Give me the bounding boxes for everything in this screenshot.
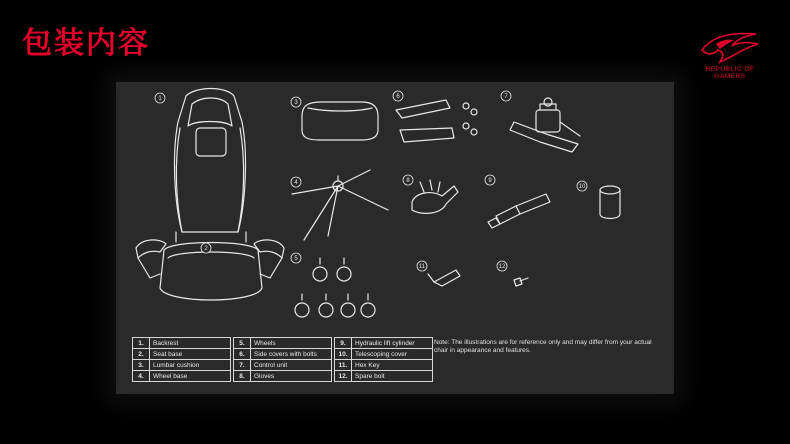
wheels-illustration — [295, 258, 375, 317]
marker-label: 8 — [406, 178, 410, 185]
part-number: 6. — [234, 349, 251, 360]
part-name: Gloves — [251, 371, 332, 382]
marker-label: 4 — [294, 180, 298, 187]
part-number: 11. — [335, 360, 352, 371]
side-covers-illustration — [396, 100, 477, 142]
part-name: Spare bolt — [352, 371, 433, 382]
part-number: 7. — [234, 360, 251, 371]
marker-label: 6 — [396, 94, 400, 101]
control-unit-illustration — [510, 98, 580, 152]
parts-list-table — [132, 337, 433, 382]
part-name: Backrest — [150, 338, 231, 349]
package-contents-panel — [116, 82, 674, 394]
part-number: 5. — [234, 338, 251, 349]
gloves-illustration — [412, 180, 458, 213]
part-name: Telescoping cover — [352, 349, 433, 360]
hydraulic-cylinder-illustration — [488, 194, 550, 228]
part-number: 10. — [335, 349, 352, 360]
marker-label: 3 — [294, 100, 298, 107]
rog-logo — [694, 30, 766, 90]
part-number-markers — [155, 91, 587, 271]
wheel-base-illustration — [292, 170, 388, 240]
marker-label: 11 — [418, 264, 426, 271]
part-name: Wheel base — [150, 371, 231, 382]
part-name: Hydraulic lift cylinder — [352, 338, 433, 349]
marker-label: 5 — [294, 256, 298, 263]
table-row — [133, 338, 433, 349]
backrest-illustration — [175, 89, 246, 233]
part-number: 4. — [133, 371, 150, 382]
part-name: Side covers with bolts — [251, 349, 332, 360]
part-name: Wheels — [251, 338, 332, 349]
brand-line-2: GAMERS — [714, 73, 746, 80]
marker-label: 9 — [488, 178, 492, 185]
part-number: 9. — [335, 338, 352, 349]
part-name: Seat base — [150, 349, 231, 360]
marker-label: 10 — [578, 184, 586, 191]
disclaimer-note: Note: The illustrations are for reference only and may differ from your actual chair in appearance and features. — [434, 339, 652, 354]
spare-bolt-illustration — [514, 278, 528, 286]
brand-line-1: REPUBLIC OF — [705, 66, 755, 73]
telescoping-cover-illustration — [600, 186, 620, 219]
rog-eye-icon — [698, 30, 762, 64]
part-name: Lumbar cushion — [150, 360, 231, 371]
marker-label: 1 — [158, 96, 162, 103]
part-number: 8. — [234, 371, 251, 382]
marker-label: 2 — [204, 246, 208, 253]
part-name: Control unit — [251, 360, 332, 371]
seat-illustration — [136, 232, 284, 300]
marker-label: 12 — [498, 264, 506, 271]
parts-illustration — [116, 82, 674, 337]
part-number: 3. — [133, 360, 150, 371]
lumbar-cushion-illustration — [302, 102, 378, 140]
table-row — [133, 349, 433, 360]
marker-label: 7 — [504, 94, 508, 101]
table-row — [133, 371, 433, 382]
part-name: Hex Key — [352, 360, 433, 371]
table-row — [133, 360, 433, 371]
hex-key-illustration — [428, 270, 460, 286]
part-number: 12. — [335, 371, 352, 382]
part-number: 1. — [133, 338, 150, 349]
part-number: 2. — [133, 349, 150, 360]
page-title: 包装内容 — [22, 26, 150, 61]
